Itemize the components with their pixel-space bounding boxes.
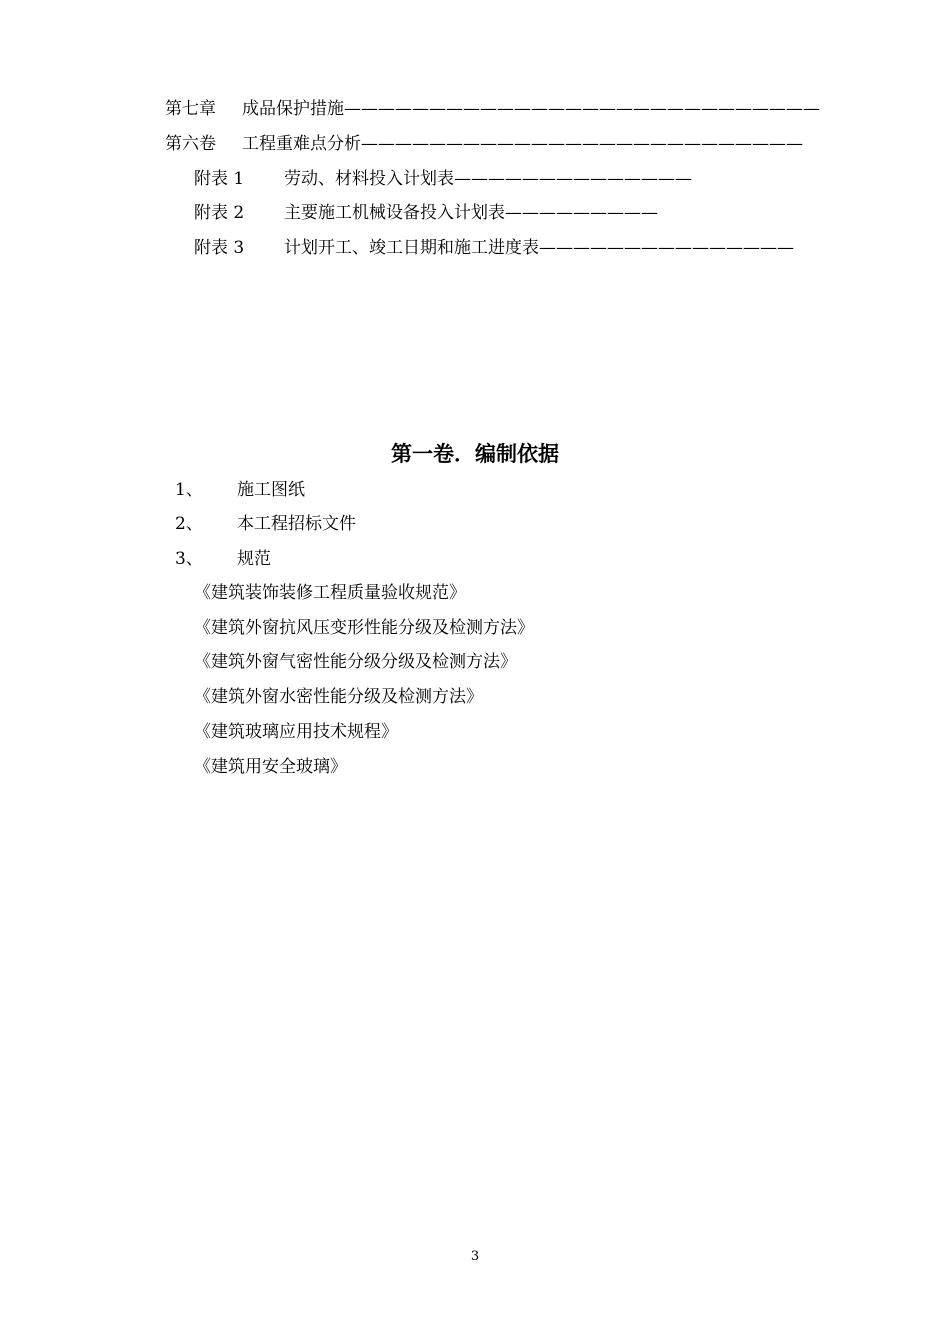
toc-entry-title: 工程重难点分析 <box>242 134 361 154</box>
toc-entry-title: 劳动、材料投入计划表 <box>284 169 454 189</box>
page-number: 3 <box>470 1249 480 1264</box>
toc-leader: ———————————————————————————— <box>344 99 820 119</box>
toc-leader: —————————————— <box>454 169 692 189</box>
standard-item: 《建筑用安全玻璃》 <box>194 757 347 777</box>
toc-entry <box>165 133 803 155</box>
toc-entry-label: 附表 2 <box>194 203 245 223</box>
list-item <box>175 479 305 501</box>
list-item-text: 施工图纸 <box>237 480 305 500</box>
section-heading: 第一卷．编制依据 <box>391 442 559 466</box>
toc-entry-label: 第六卷 <box>165 134 216 154</box>
toc-entry <box>194 202 658 224</box>
toc-entry <box>194 237 794 259</box>
standard-item: 《建筑外窗抗风压变形性能分级及检测方法》 <box>194 618 534 638</box>
toc-leader: ————————— <box>505 203 658 223</box>
toc-entry-title: 主要施工机械设备投入计划表 <box>284 203 505 223</box>
list-item-text: 规范 <box>237 549 271 569</box>
list-item <box>175 548 271 570</box>
standard-item: 《建筑玻璃应用技术规程》 <box>194 722 398 742</box>
toc-entry-title: 计划开工、竣工日期和施工进度表 <box>284 238 539 258</box>
toc-entry-label: 第七章 <box>165 99 216 119</box>
standard-item: 《建筑装饰装修工程质量验收规范》 <box>194 583 466 603</box>
toc-entry-label: 附表 3 <box>194 238 245 258</box>
toc-entry <box>194 168 692 190</box>
standard-item: 《建筑外窗水密性能分级及检测方法》 <box>194 687 483 707</box>
standard-item: 《建筑外窗气密性能分级分级及检测方法》 <box>194 652 517 672</box>
list-item-number: 3、 <box>175 549 203 569</box>
list-item-number: 1、 <box>175 480 203 500</box>
list-item <box>175 513 356 535</box>
list-item-number: 2、 <box>175 514 203 534</box>
toc-entry-label: 附表 1 <box>194 169 245 189</box>
toc-leader: ——————————————— <box>539 238 794 258</box>
list-item-text: 本工程招标文件 <box>237 514 356 534</box>
toc-entry <box>165 98 820 120</box>
toc-entry-title: 成品保护措施 <box>242 99 344 119</box>
toc-leader: —————————————————————————— <box>361 134 803 154</box>
